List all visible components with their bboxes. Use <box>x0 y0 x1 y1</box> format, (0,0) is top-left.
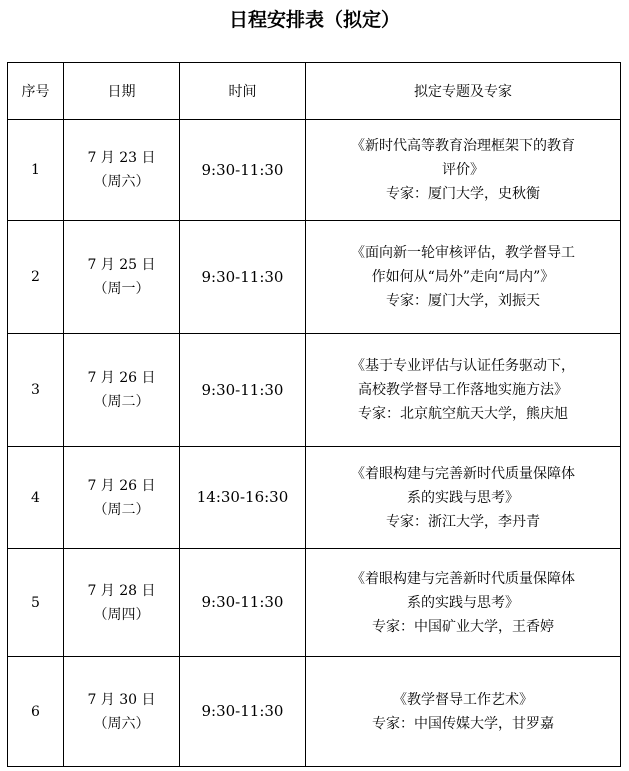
row-date <box>64 549 180 657</box>
expert-text: 专家：厦门大学，刘振天 <box>386 293 540 309</box>
row-date <box>64 447 180 549</box>
date-text: 7 月 25 日 <box>87 257 156 273</box>
table-row <box>8 120 621 221</box>
expert-text: 专家：中国传媒大学，甘罗嘉 <box>372 715 554 732</box>
page-title: 日程安排表（拟定） <box>228 9 400 31</box>
row-time <box>180 549 306 657</box>
row-number: 3 <box>8 334 64 447</box>
expert-text: 专家：中国矿业大学，王香婷 <box>372 618 554 635</box>
row-time <box>180 657 306 767</box>
weekday-text: （周四） <box>93 606 150 623</box>
row-topic <box>306 549 621 657</box>
date-text: 7 月 28 日 <box>87 582 156 599</box>
topic-line: 《着眼构建与完善新时代质量保障体 <box>351 570 575 587</box>
date-text: 7 月 26 日 <box>87 370 156 386</box>
topic-line: 《着眼构建与完善新时代质量保障体 <box>351 465 575 482</box>
header-date: 日期 <box>64 63 180 120</box>
row-number: 4 <box>8 447 64 549</box>
time-text: 14:30-16:30 <box>196 488 289 506</box>
date-text: 7 月 30 日 <box>87 691 156 708</box>
header-time: 时间 <box>180 63 306 120</box>
row-time <box>180 447 306 549</box>
header-topic-expert: 拟定专题及专家 <box>306 63 621 120</box>
expert-text: 专家：北京航空航天大学，熊庆旭 <box>358 406 568 422</box>
table-row <box>8 657 621 767</box>
weekday-text: （周二） <box>93 501 150 518</box>
schedule-table <box>7 62 621 767</box>
table-row <box>8 549 621 657</box>
row-topic <box>306 221 621 334</box>
expert-text: 专家：厦门大学，史秋衡 <box>386 186 540 202</box>
row-date <box>64 657 180 767</box>
expert-text: 专家：浙江大学，李丹青 <box>386 513 540 530</box>
table-header-row <box>8 63 621 120</box>
row-time <box>180 334 306 447</box>
row-topic <box>306 657 621 767</box>
topic-line: 系的实践与思考》 <box>407 489 519 506</box>
topic-line: 《面向新一轮审核评估，教学督导工 <box>351 245 575 261</box>
time-text: 9:30-11:30 <box>201 267 284 286</box>
topic-line: 《教学督导工作艺术》 <box>393 691 533 708</box>
weekday-text: （周一） <box>93 281 150 297</box>
row-topic <box>306 334 621 447</box>
row-date <box>64 334 180 447</box>
weekday-text: （周六） <box>93 174 150 190</box>
time-text: 9:30-11:30 <box>201 160 284 179</box>
row-number: 1 <box>8 120 64 221</box>
row-time <box>180 221 306 334</box>
row-number: 6 <box>8 657 64 767</box>
topic-line: 系的实践与思考》 <box>407 594 519 611</box>
table-row <box>8 334 621 447</box>
time-text: 9:30-11:30 <box>201 702 284 720</box>
topic-line: 《新时代高等教育治理框架下的教育 <box>351 138 575 154</box>
weekday-text: （周六） <box>93 715 150 732</box>
row-topic <box>306 120 621 221</box>
topic-line: 评价》 <box>442 162 484 178</box>
topic-line: 作如何从“局外”走向“局内”》 <box>371 269 555 285</box>
topic-line: 高校教学督导工作落地实施方法》 <box>358 382 568 398</box>
header-number: 序号 <box>8 63 64 120</box>
date-text: 7 月 26 日 <box>87 477 156 494</box>
time-text: 9:30-11:30 <box>201 593 284 611</box>
table-row <box>8 447 621 549</box>
row-number: 2 <box>8 221 64 334</box>
row-time <box>180 120 306 221</box>
row-date <box>64 120 180 221</box>
date-text: 7 月 23 日 <box>87 150 156 166</box>
topic-line: 《基于专业评估与认证任务驱动下， <box>351 358 575 374</box>
weekday-text: （周二） <box>93 394 150 410</box>
table-row <box>8 221 621 334</box>
row-date <box>64 221 180 334</box>
row-topic <box>306 447 621 549</box>
time-text: 9:30-11:30 <box>201 380 284 399</box>
row-number: 5 <box>8 549 64 657</box>
